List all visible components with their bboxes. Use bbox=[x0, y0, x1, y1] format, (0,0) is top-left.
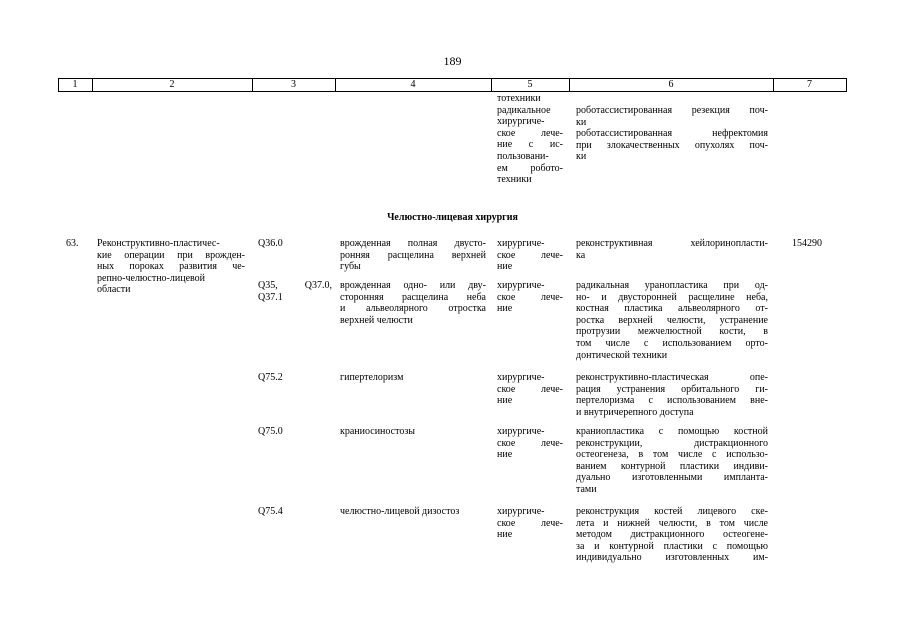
header-bottom-rule bbox=[58, 91, 847, 92]
item-codes: Q36.0 bbox=[258, 238, 283, 249]
page-number: 189 bbox=[443, 54, 462, 68]
row-name: Реконструктивно-пластичес- кие операции при врожден- ных пороках развития че- репно-челюстно-лицевой области bbox=[97, 238, 245, 296]
item-method: реконструктивная хейлоринопласти- ка bbox=[576, 238, 768, 261]
item-diagnosis: врожденная одно- или дву- сторонняя расщелина неба и альвеолярного отростка верхней челюсти bbox=[340, 280, 486, 326]
item-diagnosis: врожденная полная двусто- ронняя расщелина верхней губы bbox=[340, 238, 486, 273]
item-treatment: хирургиче- ское лече- ние bbox=[497, 238, 563, 273]
item-diagnosis: челюстно-лицевой дизостоз bbox=[340, 506, 460, 517]
item-treatment: хирургиче- ское лече- ние bbox=[497, 280, 563, 315]
item-method: реконструкция костей лицевого ске- лета и нижней челюсти, в том числе методом дистракционного остеогене- за и контурной пластики с помощью индивидуально изготовленных им- bbox=[576, 506, 768, 564]
header-divider bbox=[846, 78, 847, 91]
item-method: радикальная уранопластика при од- но- и двусторонней расщелине неба, костная пластика альвеолярного от- ростка верхней челюсти, устранение протрузии межчелюстной кости, в том числе с использованием орто- донтической техники bbox=[576, 280, 768, 361]
item-codes: Q75.0 bbox=[258, 426, 283, 437]
header-col-3: 3 bbox=[291, 79, 296, 90]
header-col-7: 7 bbox=[807, 79, 812, 90]
continuation-treatment: тотехники радикальное хирургиче- ское лече- ние с ис- пользовани- ем робото- техники bbox=[497, 93, 563, 186]
continuation-method: роботассистированная резекция поч- ки роботассистированная нефректомия при злокачественных опухолях поч- ки bbox=[576, 105, 768, 163]
header-col-5: 5 bbox=[527, 79, 533, 90]
item-method: краниопластика с помощью костной реконструкции, дистракционного остеогенеза, в том числе с использо- ванием контурной пластики индиви- дуально изготовленными импланта- тами bbox=[576, 426, 768, 495]
item-codes: Q75.2 bbox=[258, 372, 283, 383]
section-title: Челюстно-лицевая хирургия bbox=[387, 212, 518, 223]
header-col-6: 6 bbox=[668, 79, 674, 90]
row-cost: 154290 bbox=[792, 238, 822, 249]
item-diagnosis: гипертелоризм bbox=[340, 372, 404, 383]
item-diagnosis: краниосиностозы bbox=[340, 426, 415, 437]
item-method: реконструктивно-пластическая опе- рация устранения орбитального ги- пертелоризма с использованием вне- и внутричерепного доступа bbox=[576, 372, 768, 418]
item-treatment: хирургиче- ское лече- ние bbox=[497, 506, 563, 541]
item-codes: Q35, Q37.0, Q37.1 bbox=[258, 280, 332, 303]
row-number: 63. bbox=[66, 238, 79, 249]
header-col-2: 2 bbox=[169, 79, 175, 90]
item-codes: Q75.4 bbox=[258, 506, 283, 517]
header-col-1: 1 bbox=[72, 79, 78, 90]
header-col-4: 4 bbox=[410, 79, 416, 90]
item-treatment: хирургиче- ское лече- ние bbox=[497, 426, 563, 461]
item-treatment: хирургиче- ское лече- ние bbox=[497, 372, 563, 407]
